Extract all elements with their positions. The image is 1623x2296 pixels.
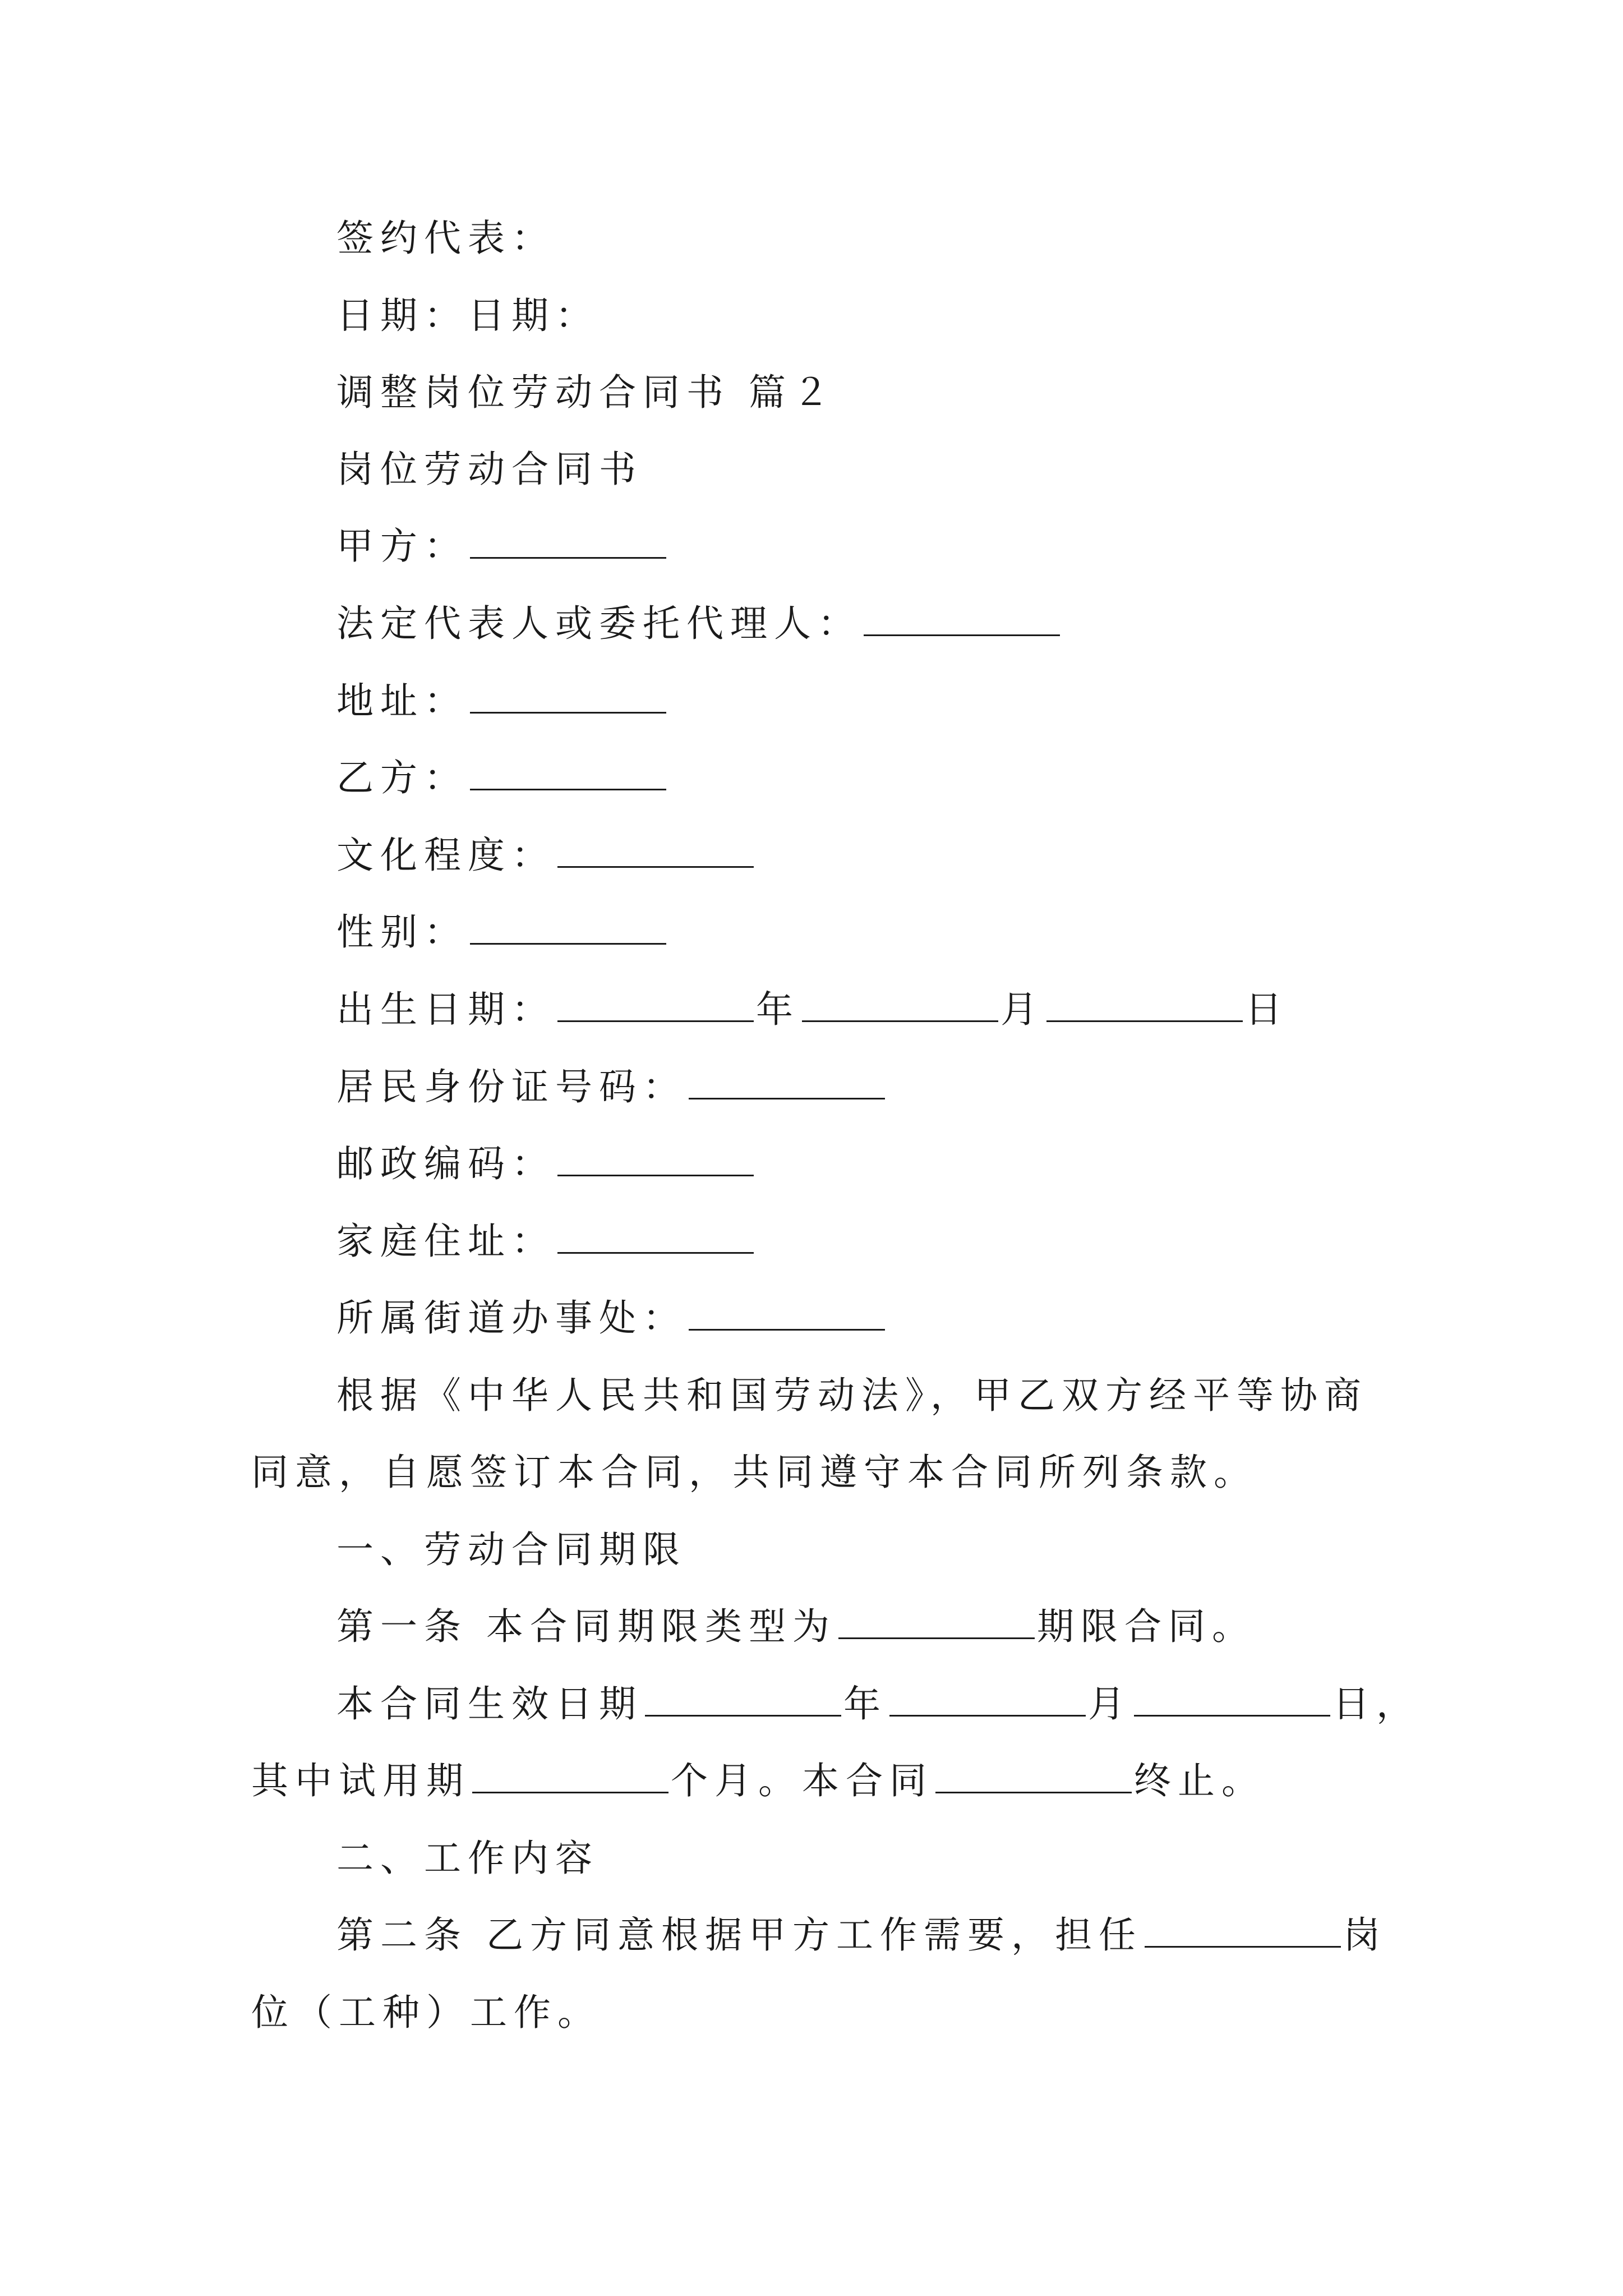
section-1-heading [336,1527,686,1572]
education-label: 文化程度： [336,834,555,877]
position-blank [1145,1915,1341,1948]
id-number-line [336,1065,887,1110]
basis-paragraph-text-2: 同意，自愿签订本合同，共同遵守本合同所列条款。 [251,1451,1257,1494]
party-b-blank [470,757,666,790]
trial-months-blank [472,1760,668,1793]
article-1-prefix: 第一条 本合同期限类型为 [336,1605,836,1648]
address-label: 地址： [336,679,468,723]
birth-year-label: 年 [756,988,800,1031]
dates-line [336,293,599,338]
address-line [336,679,668,724]
effective-date-prefix: 本合同生效日期 [336,1682,643,1726]
street-office-line [336,1296,887,1341]
termination-blank [935,1760,1132,1793]
trial-period-mid: 个月。本合同 [671,1759,933,1802]
basis-paragraph-text-1: 根据《中华人民共和国劳动法》，甲乙双方经平等协商 [336,1374,1368,1417]
address-blank [470,680,666,714]
gender-line [336,910,668,955]
effective-date-line [336,1682,1420,1727]
trial-period-line [251,1759,1265,1803]
birth-day-label: 日 [1245,988,1289,1031]
effective-day-label: 日， [1332,1682,1420,1726]
section-2-heading-text: 二、工作内容 [336,1837,599,1880]
contract-type-blank [838,1606,1035,1639]
party-b-line [336,756,668,800]
legal-representative-label: 法定代表人或委托代理人： [336,602,861,645]
party-a-blank [470,526,666,559]
trial-period-prefix: 其中试用期 [251,1759,470,1802]
postal-code-line [336,1142,756,1186]
education-blank [557,835,754,868]
street-office-label: 所属街道办事处： [336,1296,686,1340]
effective-day-blank [1134,1683,1330,1717]
basis-paragraph-line-1 [336,1373,1368,1418]
signing-representative-line [336,216,555,261]
article-2-prefix: 第二条 乙方同意根据甲方工作需要，担任 [336,1913,1142,1957]
legal-representative-blank [864,603,1060,636]
article-2-line-2-text: 位（工种）工作。 [251,1991,601,2034]
article-1-line [336,1604,1256,1649]
document-title-text: 岗位劳动合同书 [336,448,643,491]
effective-month-label: 月 [1088,1682,1132,1726]
legal-representative-line [336,601,1062,646]
dates-label: 日期：日期： [336,294,599,337]
party-a-line [336,524,668,569]
article-heading [336,370,836,415]
home-address-label: 家庭住址： [336,1220,555,1263]
effective-month-blank [889,1683,1086,1717]
article-heading-text: 调整岗位劳动合同书 篇２ [336,371,836,414]
document-title [336,447,643,492]
birth-month-blank [802,989,998,1022]
gender-label: 性别： [336,910,468,954]
gender-blank [470,912,666,945]
section-2-heading [336,1836,599,1881]
section-1-heading-text: 一、劳动合同期限 [336,1528,686,1571]
article-1-suffix: 期限合同。 [1036,1605,1256,1648]
home-address-blank [557,1221,754,1254]
party-b-label: 乙方： [336,756,468,799]
birth-month-label: 月 [1000,988,1044,1031]
home-address-line [336,1219,756,1264]
article-2-line-1 [336,1913,1387,1958]
birth-year-blank [557,989,754,1022]
effective-year-blank [645,1683,841,1717]
birth-date-line [336,987,1289,1032]
birth-date-label: 出生日期： [336,988,555,1031]
effective-year-label: 年 [843,1682,887,1726]
birth-day-blank [1046,989,1243,1022]
street-office-blank [689,1297,885,1331]
postal-code-blank [557,1143,754,1176]
party-a-label: 甲方： [336,524,468,568]
article-2-suffix: 岗 [1343,1913,1387,1957]
trial-period-suffix: 终止。 [1134,1759,1265,1802]
article-2-line-2 [251,1990,601,2035]
signing-representative-label: 签约代表： [336,217,555,260]
basis-paragraph-line-2 [251,1450,1257,1495]
education-line [336,833,756,878]
id-number-blank [689,1066,885,1099]
postal-code-label: 邮政编码： [336,1142,555,1185]
id-number-label: 居民身份证号码： [336,1065,686,1108]
